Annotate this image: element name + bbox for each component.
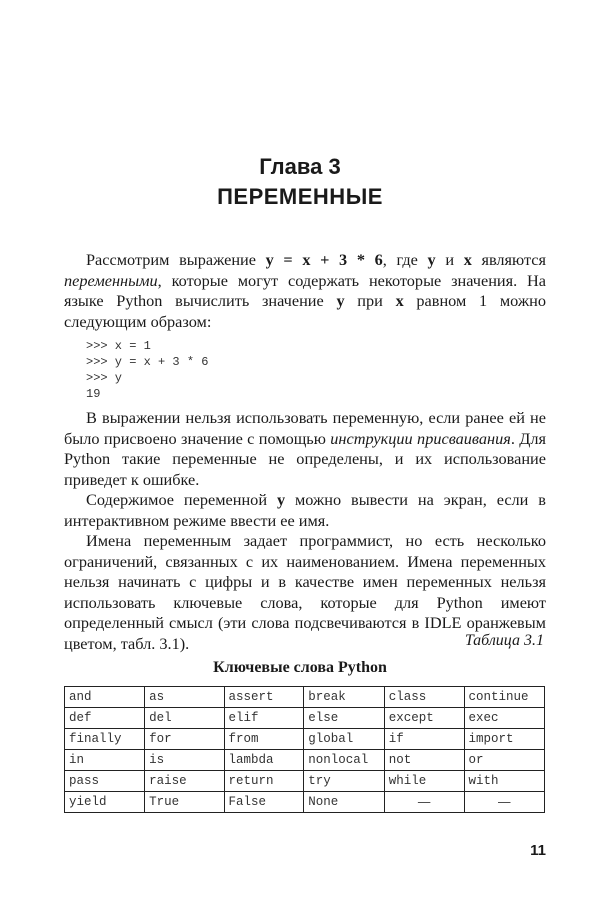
var-y: y bbox=[336, 291, 345, 310]
table-cell: import bbox=[464, 729, 544, 750]
table-cell: raise bbox=[145, 771, 224, 792]
code-line: 19 bbox=[86, 387, 101, 401]
table-cell: True bbox=[145, 792, 224, 813]
table-cell: try bbox=[304, 771, 384, 792]
table-cell-empty: — bbox=[384, 792, 464, 813]
code-line: >>> x = 1 bbox=[86, 339, 151, 353]
table-cell: None bbox=[304, 792, 384, 813]
table-cell: except bbox=[384, 708, 464, 729]
var-y: y bbox=[276, 490, 286, 509]
table-cell: yield bbox=[65, 792, 145, 813]
keywords-table bbox=[64, 686, 545, 813]
code-example bbox=[86, 338, 546, 402]
table-cell: def bbox=[65, 708, 145, 729]
table-cell: in bbox=[65, 750, 145, 771]
table-cell: class bbox=[384, 687, 464, 708]
table-cell: lambda bbox=[224, 750, 304, 771]
expression: y = x + 3 * 6 bbox=[265, 250, 383, 269]
body-text bbox=[64, 250, 546, 654]
table-cell: not bbox=[384, 750, 464, 771]
text-run: , где bbox=[382, 250, 428, 269]
text-run: являются bbox=[471, 250, 547, 269]
table-cell: and bbox=[65, 687, 145, 708]
code-line: >>> y = x + 3 * 6 bbox=[86, 355, 209, 369]
table-row bbox=[65, 687, 545, 708]
text-run: равном 1 можно следующим образом: bbox=[64, 291, 546, 331]
table-row bbox=[65, 708, 545, 729]
table-cell-empty: — bbox=[464, 792, 544, 813]
table-cell: with bbox=[464, 771, 544, 792]
table-cell: break bbox=[304, 687, 384, 708]
table-cell: assert bbox=[224, 687, 304, 708]
table-cell: while bbox=[384, 771, 464, 792]
paragraph-assignment bbox=[64, 408, 546, 490]
page-number: 11 bbox=[530, 842, 546, 859]
var-x: x bbox=[395, 291, 404, 310]
table-cell: return bbox=[224, 771, 304, 792]
table-cell: is bbox=[145, 750, 224, 771]
text-run: Рассмотрим выражение bbox=[86, 250, 266, 269]
table-cell: False bbox=[224, 792, 304, 813]
chapter-title: ПЕРЕМЕННЫЕ bbox=[217, 184, 383, 209]
table-cell: else bbox=[304, 708, 384, 729]
text-run: . Для Python такие переменные не определены, и их использование приведет к ошибке. bbox=[64, 428, 546, 489]
table-title: Ключевые слова Python bbox=[213, 659, 387, 676]
table-cell: global bbox=[304, 729, 384, 750]
table-cell: for bbox=[145, 729, 224, 750]
paragraph-names: Имена переменным задает программист, но есть несколько ограничений, связанных с их наименованием. Имена переменных нельзя начинать с цифры и в качестве имен переменных нельзя использовать ключевые слова, которые для Python имеют определенный смысл (эти слова подсвечиваются в IDLE оранжевым цветом, табл. 3.1). bbox=[64, 531, 546, 653]
table-cell: nonlocal bbox=[304, 750, 384, 771]
text-run: можно вывести на экран, если в интерактивном режиме ввести ее имя. bbox=[64, 490, 546, 530]
var-y: y bbox=[427, 250, 436, 269]
table-row bbox=[65, 771, 545, 792]
term-assignment: инструкции присваивания bbox=[330, 428, 511, 448]
table-cell: del bbox=[145, 708, 224, 729]
table-cell: from bbox=[224, 729, 304, 750]
table-cell: if bbox=[384, 729, 464, 750]
table-cell: finally bbox=[65, 729, 145, 750]
text-run: Содержимое переменной bbox=[86, 490, 277, 509]
table-cell: elif bbox=[224, 708, 304, 729]
text-run: и bbox=[435, 250, 464, 269]
table-cell: exec bbox=[464, 708, 544, 729]
paragraph-intro bbox=[64, 250, 546, 332]
table-row bbox=[65, 792, 545, 813]
table-cell: or bbox=[464, 750, 544, 771]
term-variables: переменными bbox=[64, 270, 158, 290]
var-x: x bbox=[463, 250, 472, 269]
paragraph-display bbox=[64, 490, 546, 531]
table-row bbox=[65, 729, 545, 750]
table-cell: as bbox=[145, 687, 224, 708]
table-caption: Таблица 3.1 bbox=[464, 632, 544, 649]
text-run: В выражении нельзя использовать переменную, если ранее ей не было присвоено значение с помощью bbox=[64, 408, 546, 448]
table-row bbox=[65, 750, 545, 771]
table-cell: pass bbox=[65, 771, 145, 792]
table-cell: continue bbox=[464, 687, 544, 708]
text-run: , которые могут содержать некоторые значения. На языке Python вычислить значение bbox=[64, 270, 546, 310]
text-run: при bbox=[344, 291, 396, 310]
code-line: >>> y bbox=[86, 371, 123, 385]
chapter-number: Глава 3 bbox=[259, 154, 341, 179]
